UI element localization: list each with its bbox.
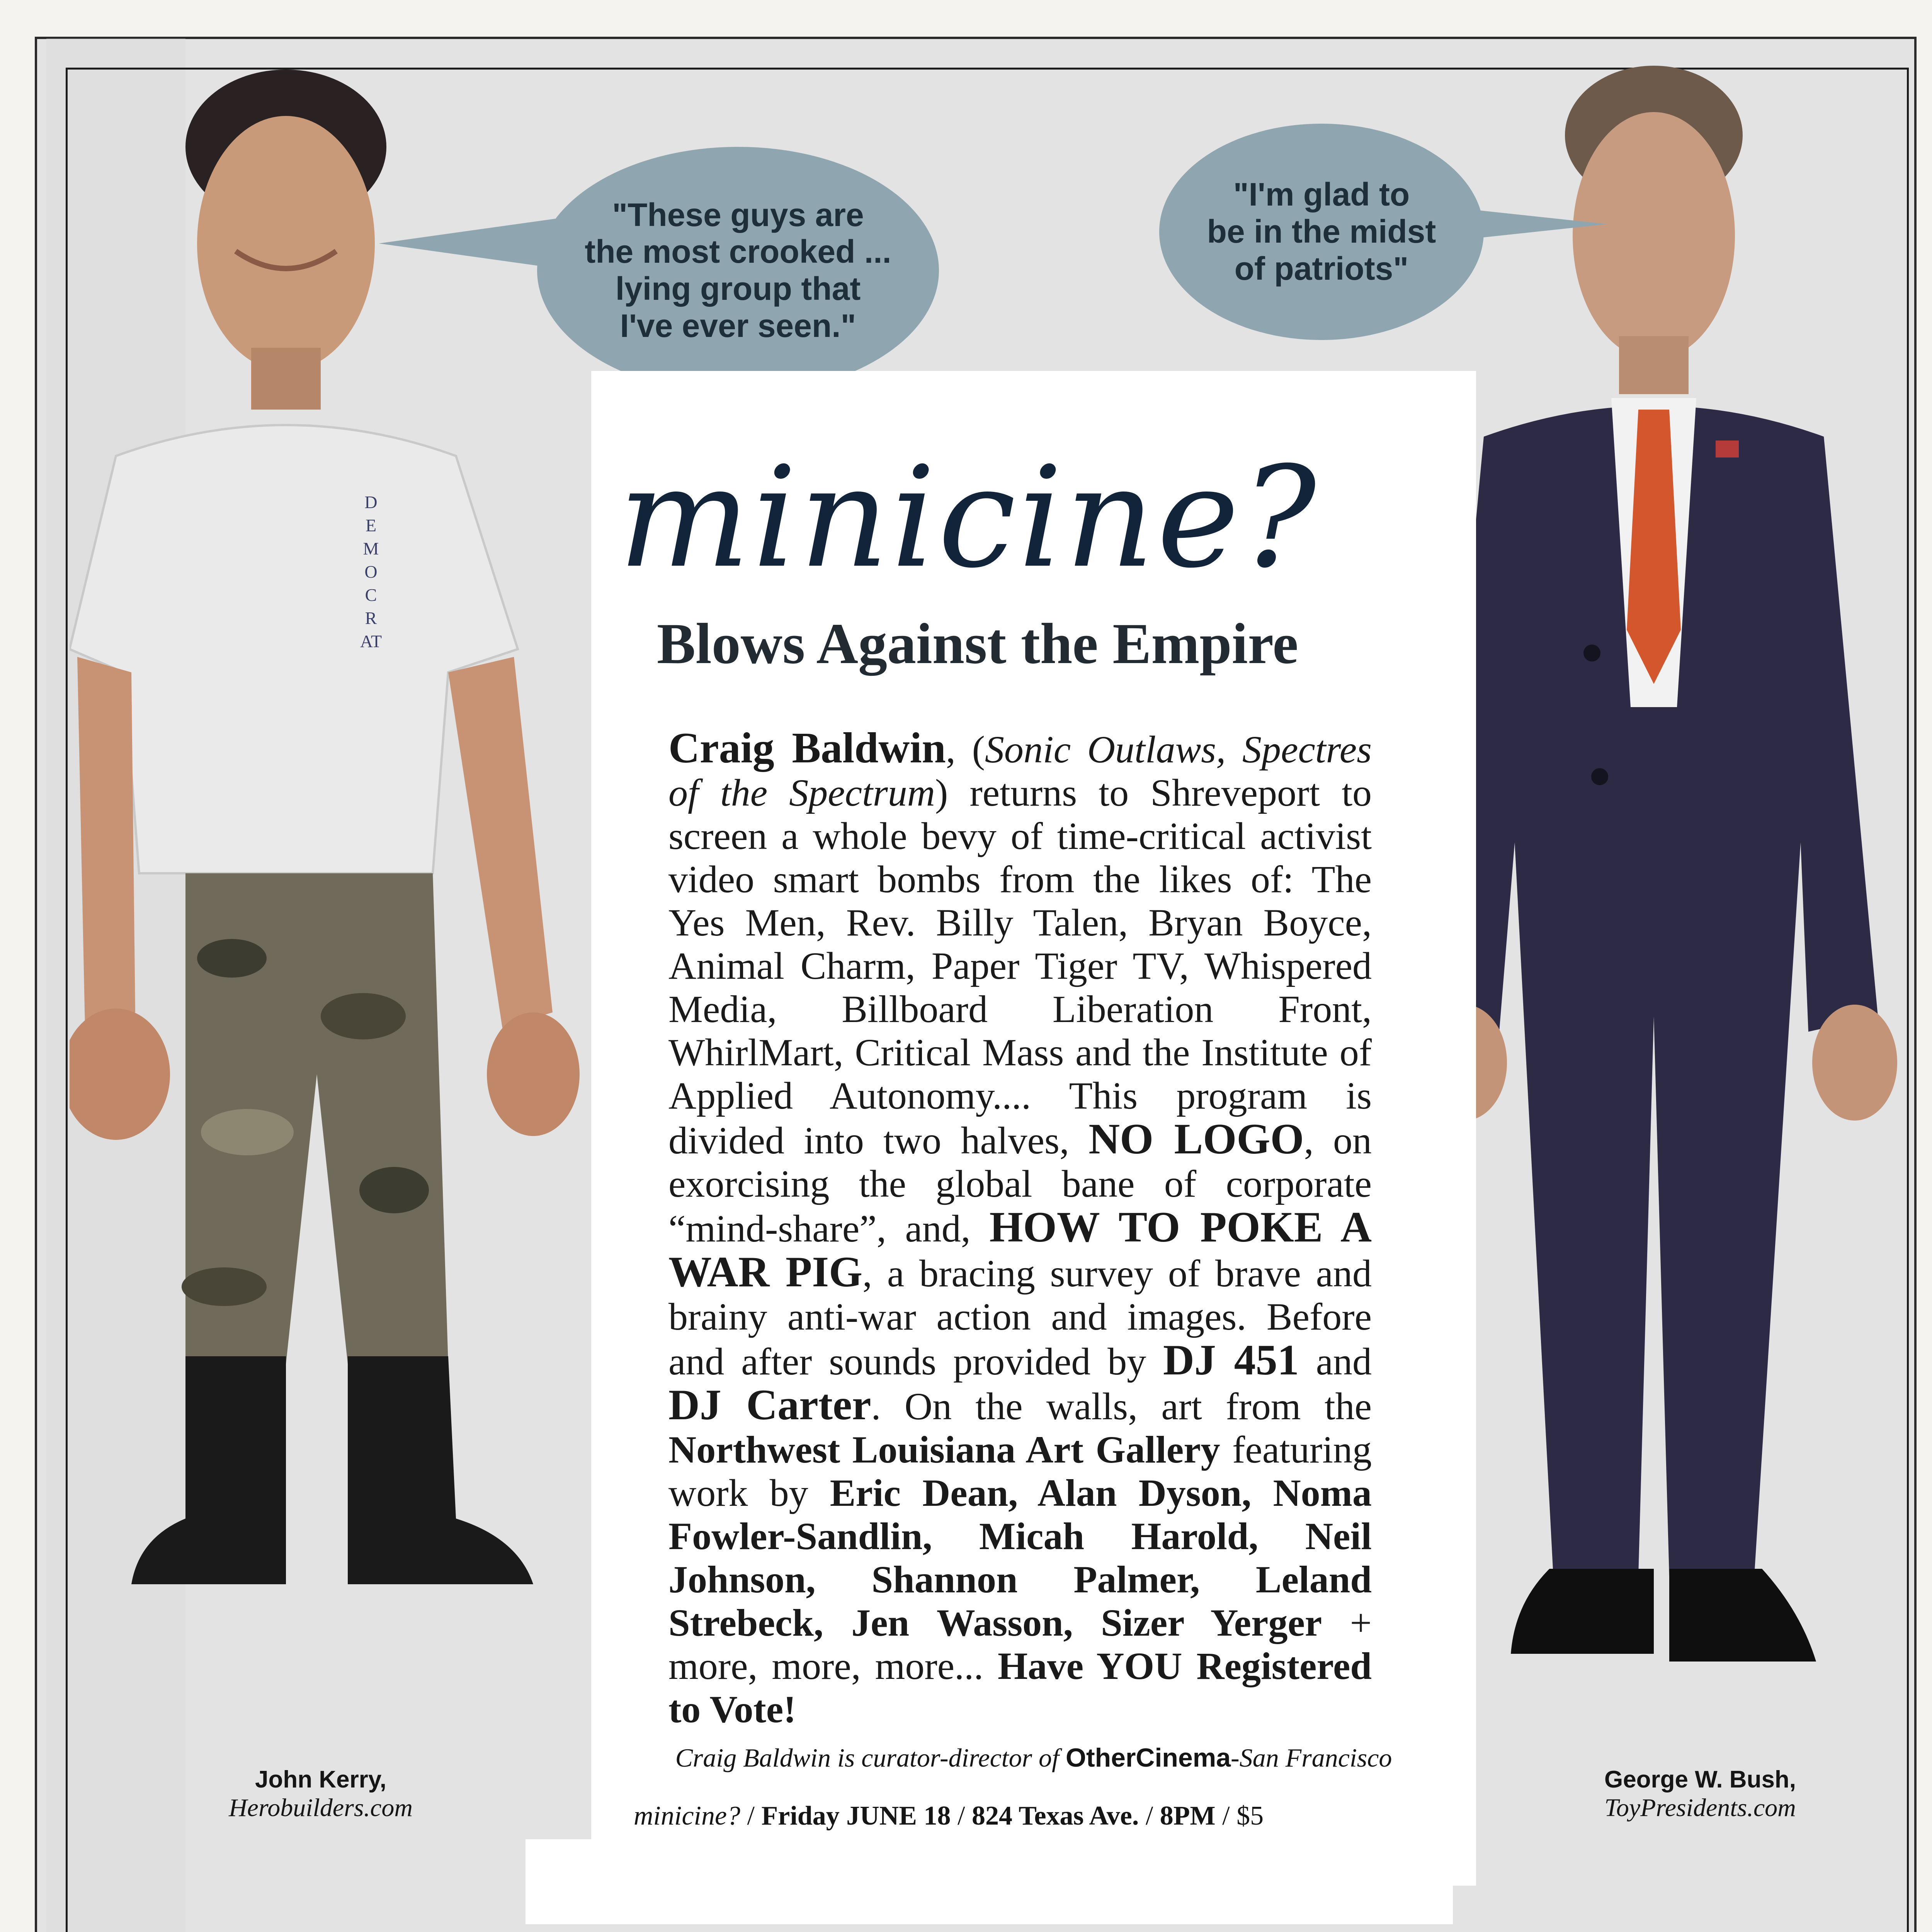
body-paren-open: , (	[946, 728, 985, 771]
kerry-action-figure	[70, 70, 580, 1607]
body-text-3: , a bracing survey of brave and brainy anti-war action and images. Before and after sounds provided by	[668, 1252, 1372, 1383]
body-text-1: ) returns to Shreveport to screen a whole bevy of time-critical activist video smart bombs from the likes of: The Yes Men, Rev. Billy Talen, Bryan Boyce, Animal Charm, Paper Tiger TV, Whispered Media, Billboard Liberation Front, WhirlMart, Critical Mass and the Institute of Applied Autonomy.... This program is divided into two halves,	[668, 771, 1372, 1162]
bush-caption-name: George W. Bush,	[1604, 1766, 1796, 1793]
flyer-panel-extension	[526, 1839, 1453, 1924]
kerry-figure-illustration	[70, 70, 580, 1607]
event-sep-2: /	[951, 1801, 972, 1831]
credit-prefix: Craig Baldwin is curator-director of	[675, 1743, 1066, 1772]
bush-speech-bubble	[1159, 124, 1484, 340]
dj-carter: DJ Carter	[668, 1381, 871, 1429]
vote-reminder: Have YOU Registered to Vote!	[668, 1645, 1372, 1731]
bush-caption	[1542, 1766, 1859, 1823]
body-text-4: . On the walls, art from the	[871, 1385, 1372, 1428]
curator-credit	[618, 1743, 1449, 1773]
event-sep-1: /	[740, 1801, 762, 1831]
body-and: and	[1299, 1340, 1372, 1383]
event-details	[634, 1801, 1464, 1832]
event-date: Friday JUNE 18	[761, 1801, 951, 1831]
flyer-subheadline: Blows Against the Empire	[657, 612, 1298, 676]
bush-quote-line-3: of patriots"	[1234, 250, 1409, 287]
event-time: 8PM	[1160, 1801, 1216, 1831]
bush-caption-source: ToyPresidents.com	[1604, 1794, 1796, 1822]
body-text-5: featuring work by	[668, 1428, 1372, 1514]
bush-quote-line-2: be in the midst	[1207, 213, 1436, 250]
presenter-films: Sonic Outlaws, Spectres of the Spectrum	[668, 728, 1372, 814]
dj-451: DJ 451	[1163, 1336, 1299, 1384]
shirt-logo	[359, 491, 383, 653]
event-price: $5	[1236, 1801, 1264, 1831]
kerry-quote-line-4: I've ever seen."	[620, 307, 856, 344]
shirt-logo-text: DEMOCRAT	[360, 492, 382, 651]
event-address: 824 Texas Ave.	[971, 1801, 1139, 1831]
presenter-name: Craig Baldwin	[668, 724, 946, 772]
kerry-quote-line-2: the most crooked ...	[585, 233, 891, 270]
kerry-quote-line-1: "These guys are	[612, 196, 864, 233]
artist-list: Eric Dean, Alan Dyson, Noma Fowler-Sandlin, Micah Harold, Neil Johnson, Shannon Palmer, Leland Strebeck, Jen Wasson, Sizer Yerger	[668, 1471, 1372, 1644]
bush-quote-line-1: "I'm glad to	[1233, 176, 1410, 213]
flyer-headline: minicine?	[618, 437, 1319, 599]
body-text-2: , on exorcising the global bane of corporate “mind-share”, and,	[668, 1119, 1372, 1250]
event-name: minicine?	[634, 1801, 741, 1831]
credit-org: OtherCinema	[1066, 1743, 1231, 1772]
event-sep-4: /	[1215, 1801, 1237, 1831]
credit-suffix: -San Francisco	[1231, 1743, 1392, 1772]
flyer-body-text	[668, 726, 1372, 1731]
kerry-caption-name: John Kerry,	[255, 1766, 386, 1793]
program-war-pig: HOW TO POKE A WAR PIG	[668, 1203, 1372, 1296]
kerry-caption-source: Herobuilders.com	[229, 1794, 413, 1822]
kerry-speech-bubble	[537, 147, 939, 394]
body-text-6: + more, more, more...	[668, 1601, 1372, 1687]
program-no-logo: NO LOGO	[1088, 1115, 1304, 1163]
event-sep-3: /	[1139, 1801, 1160, 1831]
kerry-quote-line-3: lying group that	[615, 270, 861, 307]
kerry-caption	[182, 1766, 460, 1823]
art-gallery-name: Northwest Louisiana Art Gallery	[668, 1428, 1220, 1471]
